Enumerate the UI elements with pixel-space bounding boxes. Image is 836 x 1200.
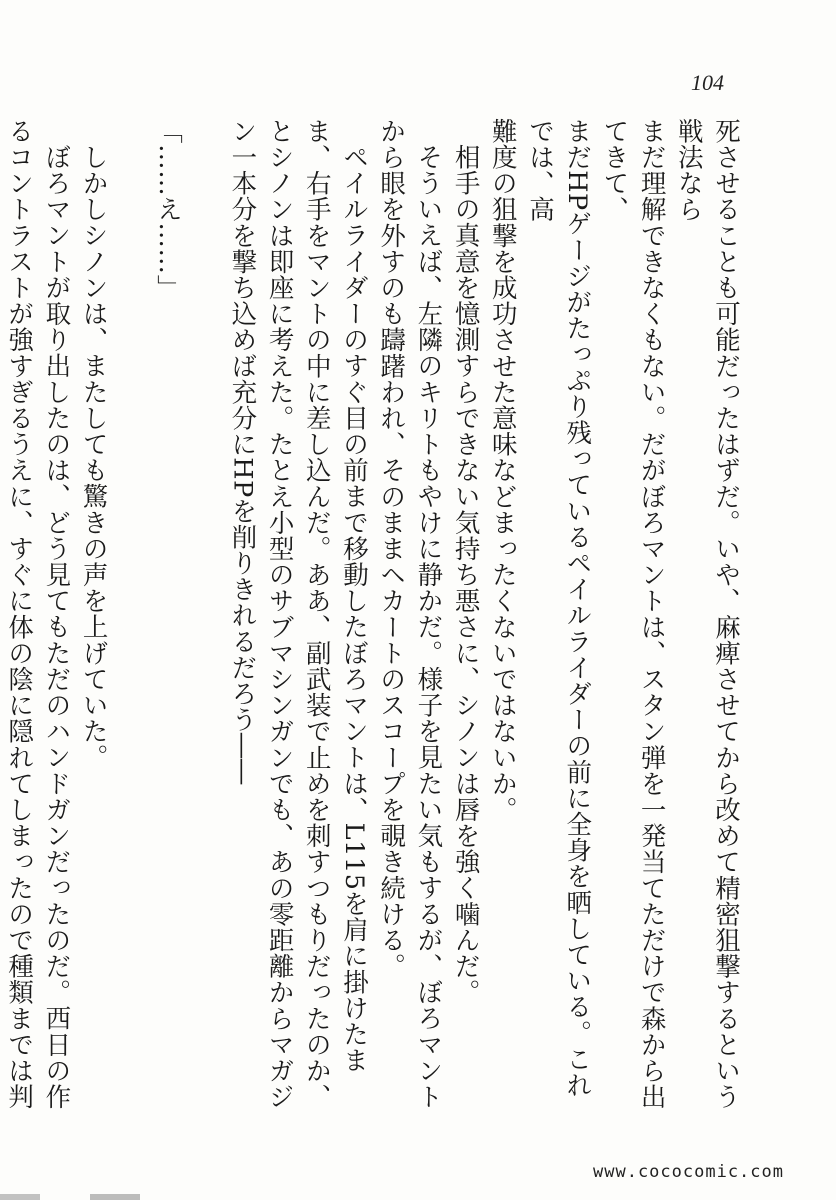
paragraph-4: ペイルライダーのすぐ目の前まで移動したぼろマントは、L115を肩に掛けたまま、右手をマントの中に差し込んだ。ああ、副武装で止めを刺すつもりだったのか、とシノンは即座に考えた。たとえ小型のサブマシンガンでも、あの零距離からマガジン一本分を撃ち込めば充分にHPを削りきれるだろう――	[227, 118, 369, 1110]
paragraph-3: そういえば、左隣のキリトもやけに静かだ。様子を見たい気もするが、ぼろマントから眼を外すのも躊躇われ、そのままヘカートのスコープを覗き続ける。	[376, 118, 444, 1110]
paragraph-dialogue: 「……え……」	[152, 118, 183, 301]
scan-artifact-line	[0, 1194, 520, 1200]
paragraph-7: ぼろマントが取り出したのは、どう見てもただのハンドガンだったのだ。西日の作るコントラストが強すぎるうえに、すぐに体の陰に隠れてしまったので種類までは判	[4, 118, 72, 1110]
page-number: 104	[691, 70, 724, 95]
paragraph-lead-line-2: まだ理解できなくもない。だがぼろマントは、スタン弾を一発当てただけで森から出てきて、	[599, 118, 667, 1110]
vertical-body-text	[4, 118, 744, 1118]
paragraph-2: 相手の真意を憶測すらできない気持ち悪さに、シノンは唇を強く噛んだ。	[450, 143, 481, 1005]
blank-line	[186, 118, 223, 1118]
paragraph-1: 難度の狙撃を成功させた意味などまったくないではないか。	[487, 118, 518, 823]
paragraph-6: しかしシノンは、またしても驚きの声を上げていた。	[78, 143, 109, 770]
paragraph-lead-line-1: 死させることも可能だったはずだ。いや、麻痺させてから改めて精密狙撃するという戦法なら	[673, 118, 741, 1110]
site-watermark: www.cococomic.com	[593, 1162, 784, 1182]
blank-line	[112, 118, 149, 1118]
paragraph-lead-line-3: まだHPゲージがたっぷり残っているペイルライダーの前に全身を晒している。これでは、高	[524, 118, 593, 1099]
